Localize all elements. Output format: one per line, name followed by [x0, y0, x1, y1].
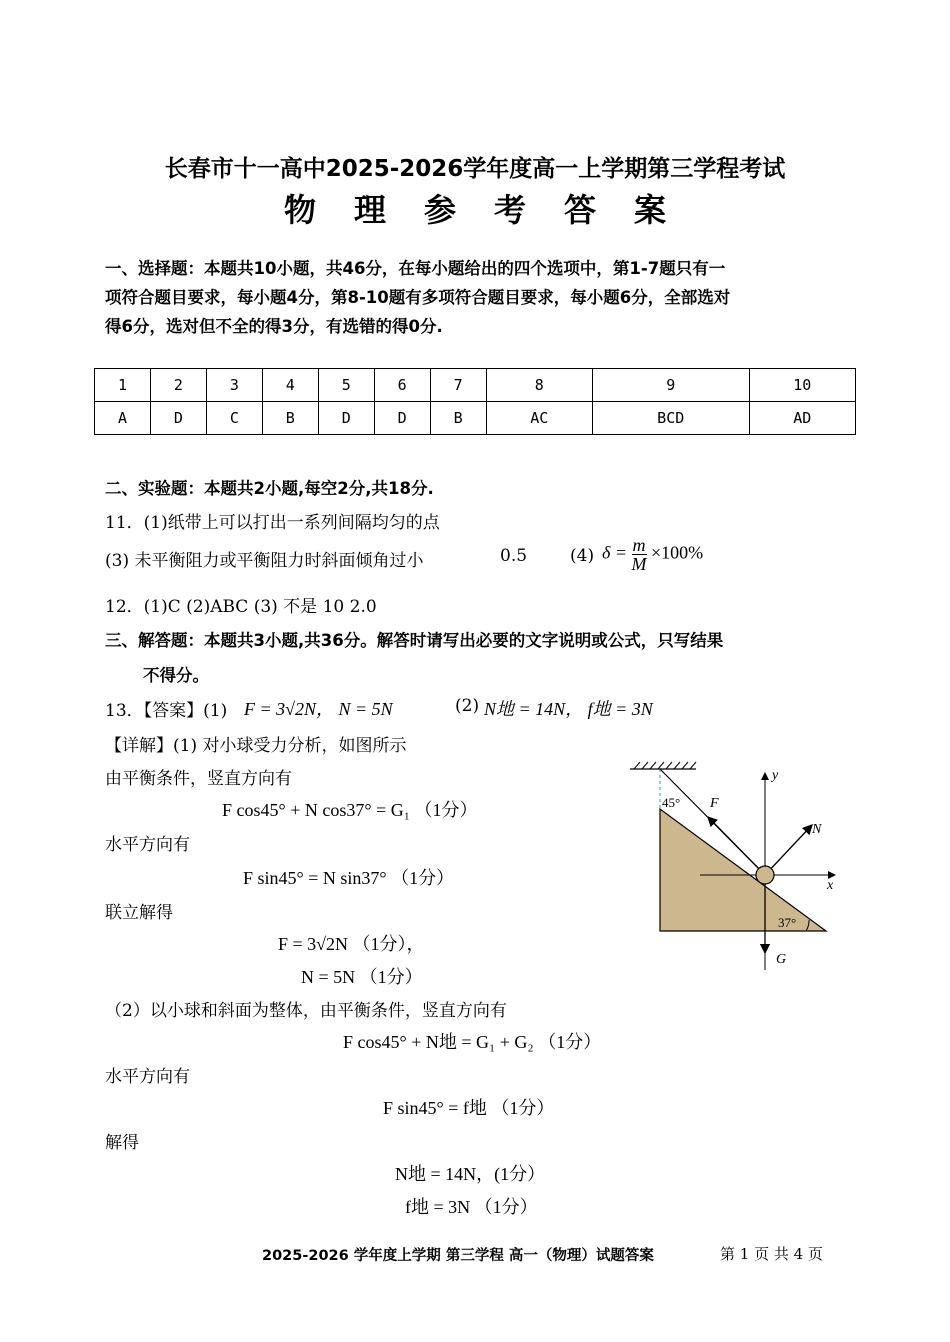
table-cell: B — [262, 402, 318, 435]
equation-4: N = 5N （1分） — [301, 967, 423, 987]
q11-line2-c: (4) — [570, 546, 595, 566]
table-cell: 2 — [150, 369, 206, 402]
detail-label: 【详解】(1) 对小球受力分析，如图所示 — [105, 736, 407, 756]
joint-solve-line: 联立解得 — [105, 903, 173, 923]
table-cell: AC — [486, 402, 592, 435]
footer-page-number: 第 1 页 共 4 页 — [720, 1245, 823, 1263]
force-diagram — [620, 755, 845, 975]
table-cell: C — [206, 402, 262, 435]
table-cell: B — [430, 402, 486, 435]
q13-answer-label: 13．【答案】(1) — [105, 701, 228, 721]
answer-table — [94, 368, 856, 435]
table-cell: 1 — [95, 369, 151, 402]
equation-6: F sin45° = f地 （1分） — [383, 1098, 555, 1118]
formula-lhs: δ = — [602, 542, 628, 563]
table-cell: 5 — [318, 369, 374, 402]
page-title: 长春市十一高中2025-2026学年度高一上学期第三学程考试 — [164, 156, 786, 182]
table-cell: D — [318, 402, 374, 435]
section3-heading-line2: 不得分。 — [143, 666, 209, 685]
label-37: 37° — [778, 915, 797, 930]
table-cell: 8 — [486, 369, 592, 402]
q11-formula — [602, 536, 703, 573]
label-f: F — [710, 796, 719, 811]
horizontal-line-2: 水平方向有 — [105, 1067, 190, 1087]
table-cell: AD — [749, 402, 855, 435]
label-n: N — [812, 822, 822, 837]
balance-line: 由平衡条件，竖直方向有 — [105, 769, 292, 789]
ceiling-hatch — [630, 762, 696, 769]
label-x: x — [827, 878, 834, 893]
solve-line: 解得 — [105, 1133, 139, 1153]
force-n-arrow — [765, 825, 812, 875]
slope-wedge — [660, 809, 826, 931]
table-row-answers — [95, 402, 856, 435]
equation-8: f地 = 3N （1分） — [405, 1197, 538, 1217]
formula-numerator: m — [632, 535, 646, 555]
table-cell: 7 — [430, 369, 486, 402]
table-cell: D — [150, 402, 206, 435]
table-cell: 10 — [749, 369, 855, 402]
label-y: y — [772, 768, 779, 783]
table-cell: 3 — [206, 369, 262, 402]
formula-rhs: ×100% — [651, 542, 704, 563]
q13-answer-1: F = 3√2N， N = 5N — [244, 699, 393, 719]
section2-heading: 二、实验题：本题共2小题,每空2分,共18分. — [105, 479, 434, 498]
q13-answer-2-label: (2) — [455, 696, 480, 716]
equation-3: F = 3√2N （1分）， — [278, 934, 425, 954]
q11-line1: 11．(1)纸带上可以打出一系列间隔均匀的点 — [105, 513, 440, 533]
ball — [756, 866, 774, 884]
page-subtitle: 物理参考答案 — [283, 191, 704, 229]
equation-5: F cos45° + N地 = G₁ + G₂ （1分） — [343, 1032, 602, 1052]
part2-intro: （2）以小球和斜面为整体，由平衡条件，竖直方向有 — [105, 1001, 507, 1021]
label-45: 45° — [662, 795, 681, 810]
q12-line: 12．(1)C (2)ABC (3) 不是 10 2.0 — [105, 597, 377, 617]
q11-line2-b: 0.5 — [500, 546, 528, 566]
horizontal-line-1: 水平方向有 — [105, 835, 190, 855]
section3-heading-line1: 三、解答题：本题共3小题,共36分。解答时请写出必要的文字说明或公式，只写结果 — [105, 631, 724, 650]
footer-left: 2025-2026 学年度上学期 第三学程 高一（物理）试题答案 — [262, 1248, 654, 1264]
table-cell: A — [95, 402, 151, 435]
label-g: G — [776, 952, 787, 967]
table-cell: 6 — [374, 369, 430, 402]
table-row-numbers — [95, 369, 856, 402]
section1-line3: 得6分，选对但不全的得3分，有选错的得0分. — [105, 317, 443, 336]
table-cell: D — [374, 402, 430, 435]
equation-2: F sin45° = N sin37° （1分） — [243, 868, 455, 888]
q11-line2-a: (3) 未平衡阻力或平衡阻力时斜面倾角过小 — [105, 551, 424, 571]
formula-fraction — [632, 536, 647, 573]
section1-line2: 项符合题目要求，每小题4分，第8-10题有多项符合题目要求，每小题6分，全部选对 — [105, 288, 731, 307]
q13-answer-2: N地 = 14N， f地 = 3N — [484, 699, 653, 719]
table-cell: 9 — [592, 369, 749, 402]
equation-1: F cos45° + N cos37° = G₁ （1分） — [222, 800, 478, 820]
equation-7: N地 = 14N，(1分） — [395, 1164, 546, 1184]
section1-line1: 一、选择题：本题共10小题，共46分，在每小题给出的四个选项中，第1-7题只有一 — [105, 259, 726, 278]
table-cell: BCD — [592, 402, 749, 435]
table-cell: 4 — [262, 369, 318, 402]
formula-denominator: M — [631, 554, 647, 574]
